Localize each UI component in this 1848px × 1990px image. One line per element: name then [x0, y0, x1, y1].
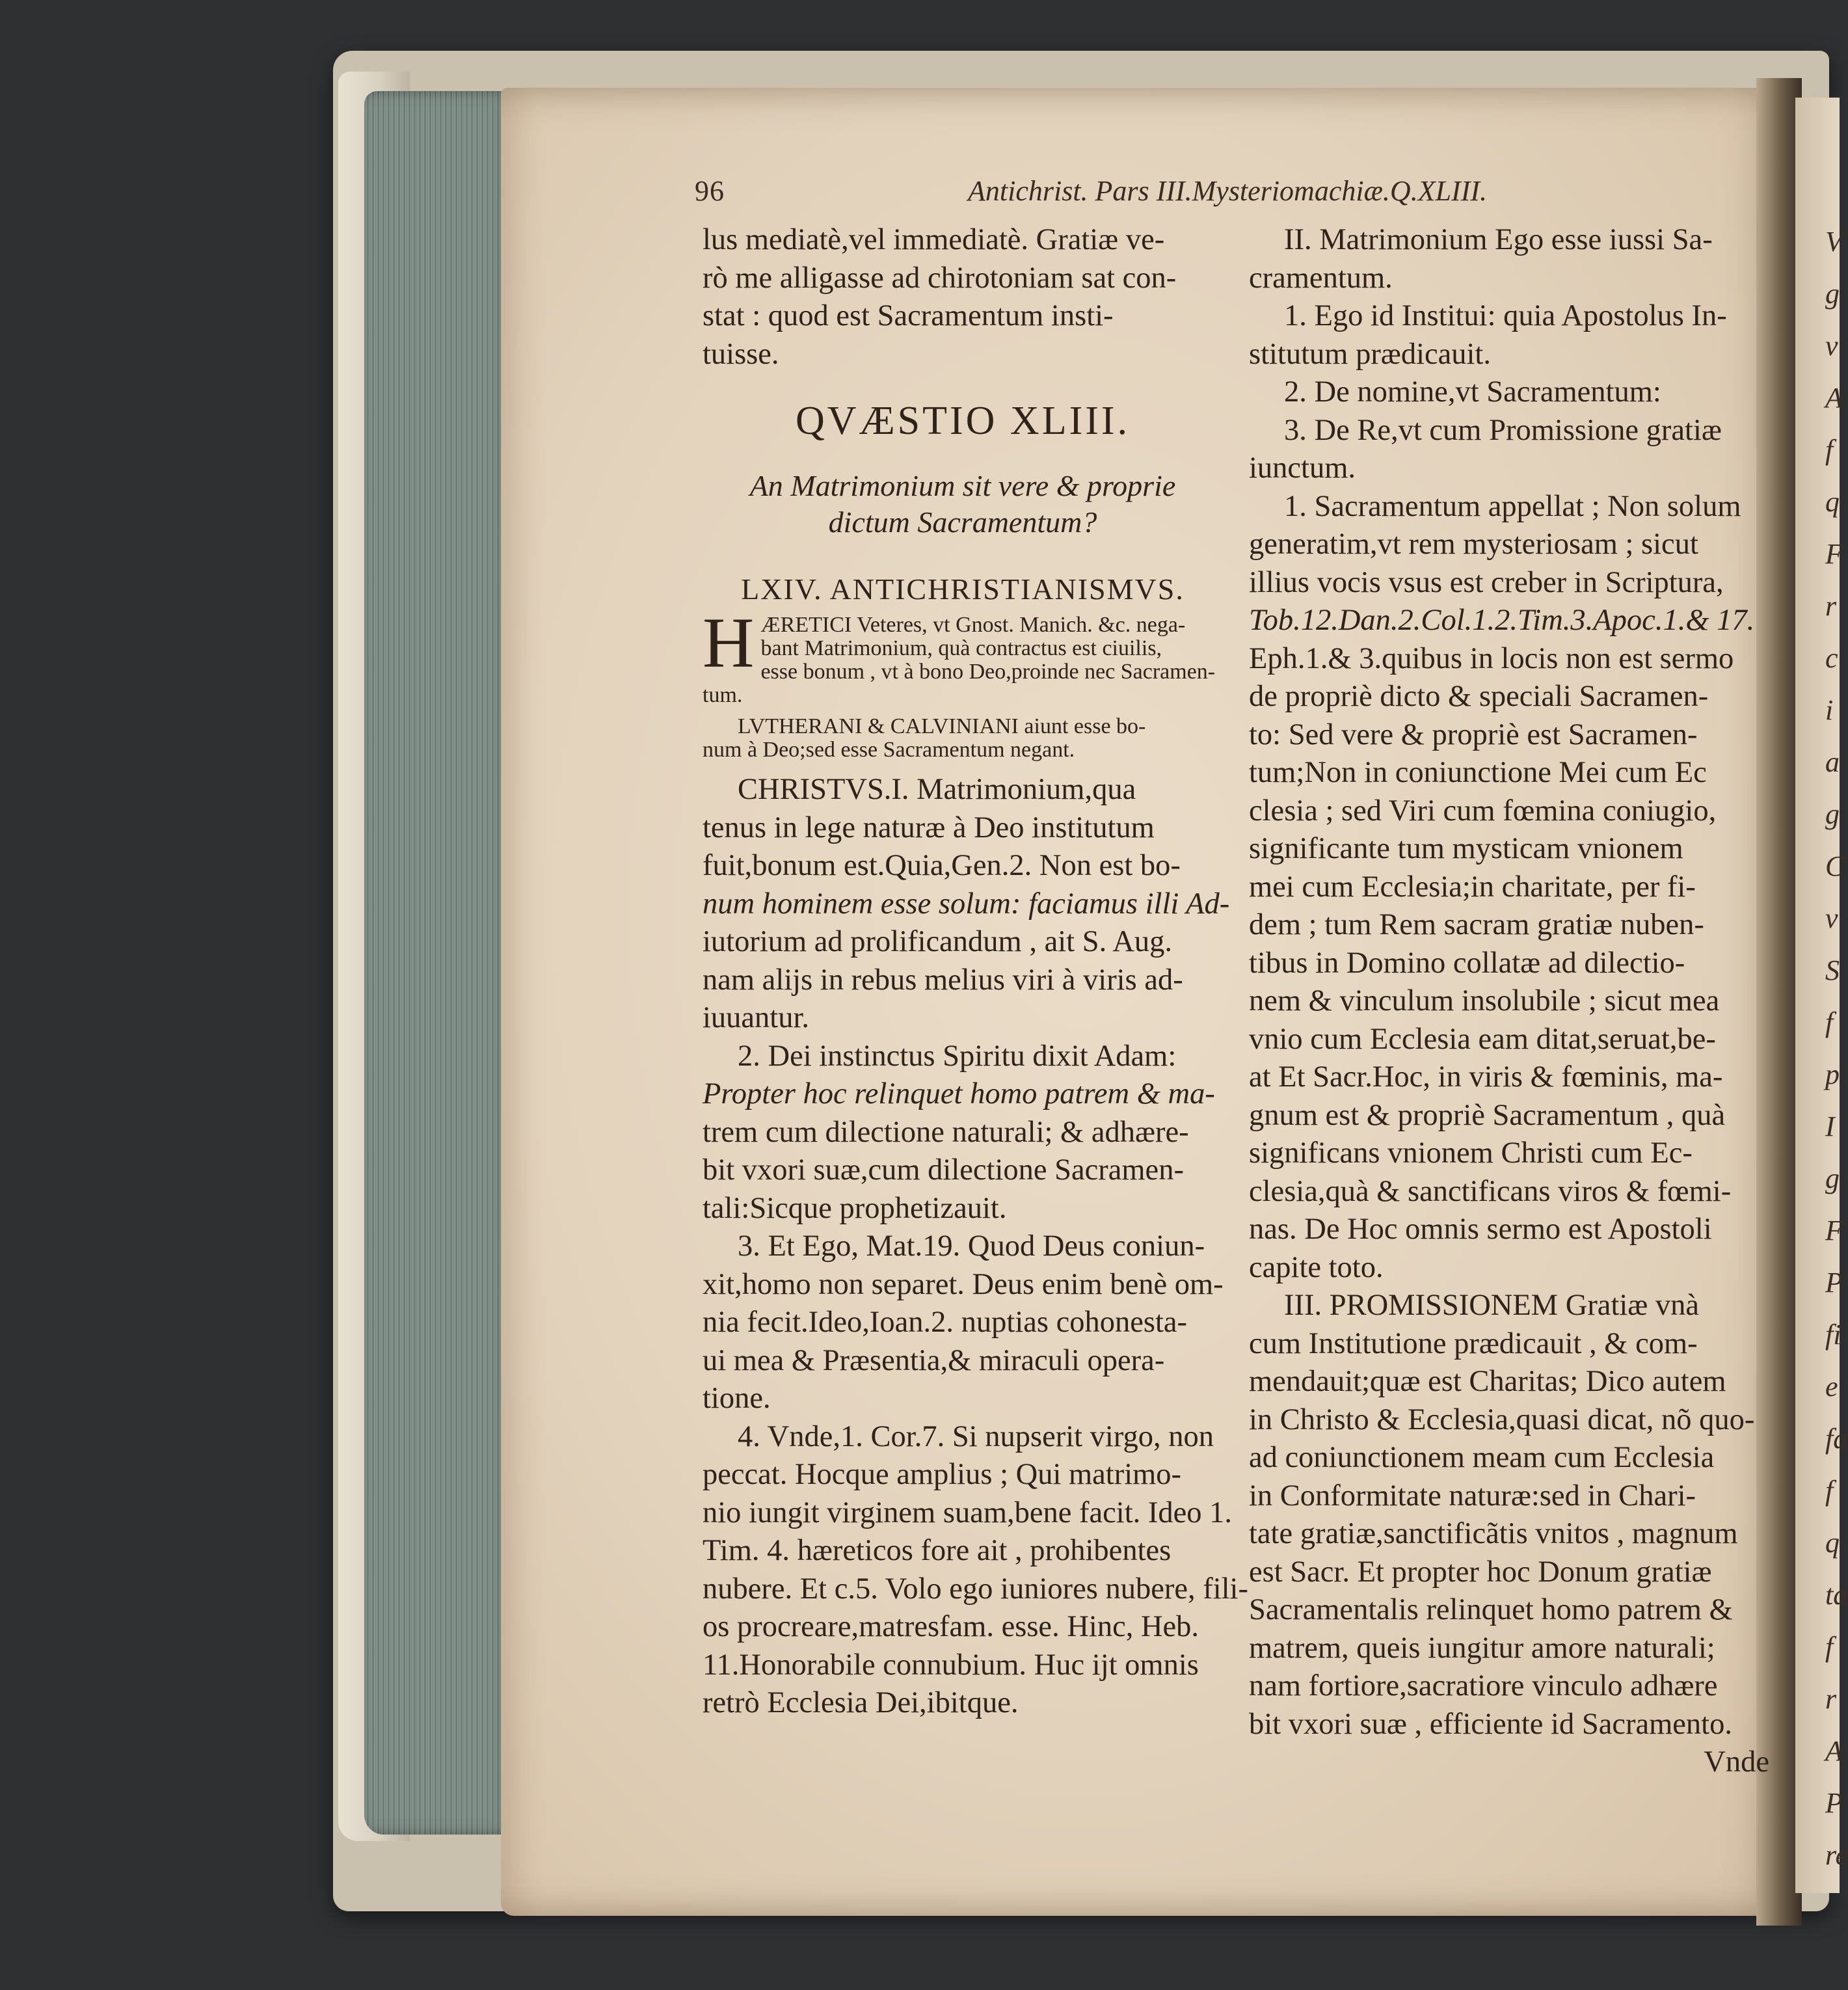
- text-line: 2. Dei instinctus Spiritu dixit Adam:: [738, 1039, 1177, 1073]
- point-2-paragraph: [703, 1038, 1223, 1228]
- facing-page-fragment: re: [1825, 1839, 1848, 1871]
- text-line: capite toto.: [1249, 1250, 1384, 1284]
- text-line: illius vocis vsus est creber in Scriptura,: [1249, 565, 1724, 599]
- facing-page-fragment: I: [1825, 1110, 1835, 1142]
- facing-page-fragment: c: [1825, 642, 1838, 674]
- facing-page-fragment: fi: [1825, 1319, 1841, 1351]
- text-line: dem ; tum Rem sacram gratiæ nuben-: [1249, 908, 1704, 941]
- facing-page-fragment: v: [1825, 330, 1838, 362]
- text-line: nam alijs in rebus melius viri à viris ad-: [703, 963, 1183, 997]
- point-II-paragraph: [1249, 221, 1769, 297]
- facing-page-fragment: A: [1825, 1735, 1843, 1767]
- text-line: bit vxori suæ,cum dilectione Sacramen-: [703, 1153, 1184, 1187]
- point-III-paragraph: [1249, 1287, 1769, 1743]
- facing-page-fragment: q: [1825, 486, 1840, 518]
- facing-page-fragment: F: [1825, 538, 1843, 570]
- text-line: Propter hoc relinquet homo patrem & ma-: [703, 1077, 1215, 1110]
- text-line: vnio cum Ecclesia eam ditat,seruat,be-: [1249, 1022, 1716, 1056]
- catchword: Vnde: [1704, 1745, 1769, 1779]
- facing-page-fragment: r: [1825, 590, 1837, 622]
- text-line: nam fortiore,sacratiore vinculo adhære: [1249, 1669, 1718, 1702]
- text-line: ui mea & Præsentia,& miraculi opera-: [703, 1343, 1165, 1377]
- left-text-column: [703, 221, 1248, 1723]
- text-line: 1. Ego id Institui: quia Apostolus In-: [1284, 299, 1727, 332]
- text-line: tuisse.: [703, 337, 779, 371]
- text-line: nem & vinculum insolubile ; sicut mea: [1249, 984, 1720, 1017]
- facing-page-fragment: a: [1825, 746, 1840, 778]
- facing-page-fragment: C: [1825, 850, 1845, 882]
- facing-page-fragment: fa: [1825, 1423, 1848, 1455]
- page-edges: [364, 91, 514, 1835]
- text-line: An Matrimonium sit vere & proprie: [749, 468, 1176, 502]
- facing-page-fragment: r: [1825, 1683, 1837, 1715]
- sacramentum-paragraph: [1249, 488, 1769, 1287]
- facing-page-fragment: p: [1825, 1058, 1840, 1090]
- text-line: peccat. Hocque amplius ; Qui matrimo-: [703, 1458, 1182, 1491]
- text-line: Eph.1.& 3.quibus in locis non est sermo: [1249, 641, 1734, 675]
- facing-page-fragment: V: [1825, 226, 1843, 258]
- text-line: rò me alligasse ad chirotoniam sat con-: [703, 261, 1177, 295]
- text-line: stat : quod est Sacramentum insti-: [703, 299, 1114, 332]
- right-text-column: [1249, 221, 1769, 1782]
- text-line: iunctum.: [1249, 451, 1356, 485]
- text-line: lus mediatè,vel immediatè. Gratiæ ve-: [703, 223, 1165, 256]
- facing-page-fragment: g: [1825, 798, 1840, 830]
- text-line: de propriè dicto & speciali Sacramen-: [1249, 680, 1709, 713]
- running-head: [695, 174, 1761, 220]
- facing-page-fragment: S: [1825, 954, 1840, 986]
- text-line: ad coniunctionem meam cum Ecclesia: [1249, 1441, 1715, 1474]
- text-line: Tob.12.Dan.2.Col.1.2.Tim.3.Apoc.1.& 17.: [1249, 604, 1755, 637]
- text-line: os procreare,matresfam. esse. Hinc, Heb.: [703, 1610, 1199, 1643]
- text-line: II. Matrimonium Ego esse iussi Sa-: [1284, 223, 1713, 256]
- text-line: generatim,vt rem mysteriosam ; sicut: [1249, 528, 1698, 561]
- text-line: bant Matrimonium, quà contractus est ciuilis,: [760, 636, 1162, 660]
- text-line: num à Deo;sed esse Sacramentum negant.: [703, 738, 1075, 762]
- text-line: tenus in lege naturæ à Deo institutum: [703, 811, 1155, 844]
- text-line: fuit,bonum est.Quia,Gen.2. Non est bo-: [703, 849, 1181, 882]
- sub-2-paragraph: [1249, 373, 1769, 412]
- text-line: gnum est & propriè Sacramentum , quà: [1249, 1098, 1726, 1132]
- text-line: III. PROMISSIONEM Gratiæ vnà: [1284, 1289, 1700, 1322]
- facing-page-fragment: ta: [1825, 1579, 1848, 1611]
- text-line: ÆRETICI Veteres, vt Gnost. Manich. &c. nega-: [760, 613, 1186, 637]
- text-line: cum Institutione prædicauit , & com-: [1249, 1326, 1698, 1360]
- text-line: tibus in Domino collatæ ad dilectio-: [1249, 946, 1685, 980]
- section-title: QVÆSTIO XLIII.: [795, 399, 1131, 443]
- text-line: in Christo & Ecclesia,quasi dicat, nõ quo-: [1249, 1403, 1755, 1436]
- facing-page-fragment: g: [1825, 278, 1840, 310]
- text-line: 3. De Re,vt cum Promissione gratiæ: [1284, 413, 1722, 447]
- sub-3-paragraph: [1249, 412, 1769, 488]
- text-line: nia fecit.Ideo,Ioan.2. nuptias cohonesta-: [703, 1306, 1188, 1339]
- text-line: tali:Sicque prophetizauit.: [703, 1191, 1007, 1225]
- text-line: at Et Sacr.Hoc, in viris & fœminis, ma-: [1249, 1060, 1723, 1094]
- page-number: 96: [695, 175, 725, 207]
- heretici-paragraph: [703, 603, 1223, 707]
- running-title: Antichrist. Pars III.Mysteriomachiæ.Q.XLIII.: [968, 175, 1487, 207]
- text-line: 2. De nomine,vt Sacramentum:: [1284, 375, 1661, 409]
- facing-page-fragment: F: [1825, 1215, 1843, 1246]
- facing-page-fragment: v: [1825, 902, 1838, 934]
- text-line: xit,homo non separet. Deus enim benè om-: [703, 1267, 1224, 1301]
- text-line: tate gratiæ,sanctificãtis vnitos , magnum: [1249, 1517, 1738, 1550]
- text-line: cramentum.: [1249, 261, 1393, 295]
- text-line: significans vnionem Christi cum Ec-: [1249, 1136, 1693, 1170]
- facing-page-fragment: e: [1825, 1371, 1838, 1403]
- text-line: bit vxori suæ , efficiente id Sacramento.: [1249, 1707, 1732, 1741]
- facing-page-fragment: q: [1825, 1527, 1840, 1559]
- point-4-paragraph: [703, 1418, 1248, 1723]
- text-line: Sacramentalis relinquet homo patrem &: [1249, 1593, 1733, 1626]
- text-line: tione.: [703, 1382, 771, 1415]
- text-line: Tim. 4. hæreticos fore ait , prohibentes: [703, 1534, 1172, 1567]
- text-line: nubere. Et c.5. Volo ego iuniores nubere, fili-: [703, 1572, 1248, 1606]
- text-line: iuuantur.: [703, 1001, 810, 1034]
- text-line: 1. Sacramentum appellat ; Non solum: [1284, 489, 1741, 523]
- facing-page-fragment: g: [1825, 1163, 1840, 1194]
- text-line: significante tum mysticam vnionem: [1249, 832, 1683, 865]
- text-line: nio iungit virginem suam,bene facit. Ideo 1.: [703, 1496, 1232, 1529]
- text-line: esse bonum , vt à bono Deo,proinde nec Sacramen-: [760, 660, 1216, 684]
- thesis-heading: LXIV. ANTICHRISTIANISMVS.: [741, 572, 1185, 606]
- text-line: mendauit;quæ est Charitas; Dico autem: [1249, 1365, 1726, 1398]
- text-line: clesia ; sed Viri cum fœmina coniugio,: [1249, 794, 1717, 827]
- text-line: nas. De Hoc omnis sermo est Apostoli: [1249, 1213, 1712, 1246]
- facing-page-fragment: f: [1825, 434, 1834, 466]
- facing-page-fragment: P: [1825, 1267, 1843, 1298]
- text-line: in Conformitate naturæ:sed in Chari-: [1249, 1479, 1696, 1513]
- text-line: stitutum prædicauit.: [1249, 337, 1491, 371]
- text-line: num hominem esse solum: faciamus illi Ad-: [703, 887, 1230, 921]
- text-line: iutorium ad prolificandum , ait S. Aug.: [703, 925, 1172, 958]
- sub-1-paragraph: [1249, 297, 1769, 373]
- text-line: mei cum Ecclesia;in charitate, per fi-: [1249, 870, 1696, 904]
- christus-paragraph: [703, 771, 1230, 1038]
- facing-page-edge: [1795, 98, 1848, 1893]
- text-line: retrò Ecclesia Dei,ibitque.: [703, 1686, 1019, 1719]
- text-line: dictum Sacramentum?: [828, 505, 1097, 539]
- intro-paragraph: [703, 221, 1223, 373]
- question-heading: [703, 468, 1223, 541]
- text-line: trem cum dilectione naturali; & adhære-: [703, 1115, 1189, 1149]
- facing-page-fragment: A: [1825, 382, 1843, 414]
- text-line: matrem, queis iungitur amore naturali;: [1249, 1631, 1715, 1665]
- facing-page-fragment: P: [1825, 1787, 1843, 1819]
- facing-page-fragment: f: [1825, 1475, 1834, 1507]
- text-line: tum.: [703, 683, 743, 707]
- facing-page-fragment: f: [1825, 1006, 1834, 1038]
- point-3-paragraph: [703, 1228, 1223, 1418]
- text-line: LVTHERANI & CALVINIANI aiunt esse bo-: [738, 714, 1146, 738]
- text-line: est Sacr. Et propter hoc Donum gratiæ: [1249, 1555, 1712, 1589]
- text-line: 4. Vnde,1. Cor.7. Si nupserit virgo, non: [738, 1419, 1214, 1453]
- text-line: CHRISTVS.I. Matrimonium,qua: [738, 773, 1136, 806]
- lutherani-paragraph: [703, 715, 1223, 762]
- text-line: tum;Non in coniunctione Mei cum Ec: [1249, 756, 1707, 789]
- text-line: 11.Honorabile connubium. Huc ijt omnis: [703, 1648, 1199, 1682]
- facing-page-fragment: i: [1825, 694, 1834, 726]
- facing-page-fragment: f: [1825, 1631, 1834, 1663]
- drop-capital: H: [703, 603, 755, 682]
- text-line: 3. Et Ego, Mat.19. Quod Deus coniun-: [738, 1230, 1205, 1263]
- text-line: clesia,quà & sanctificans viros & fœmi-: [1249, 1174, 1732, 1208]
- text-line: to: Sed vere & propriè est Sacramen-: [1249, 718, 1698, 751]
